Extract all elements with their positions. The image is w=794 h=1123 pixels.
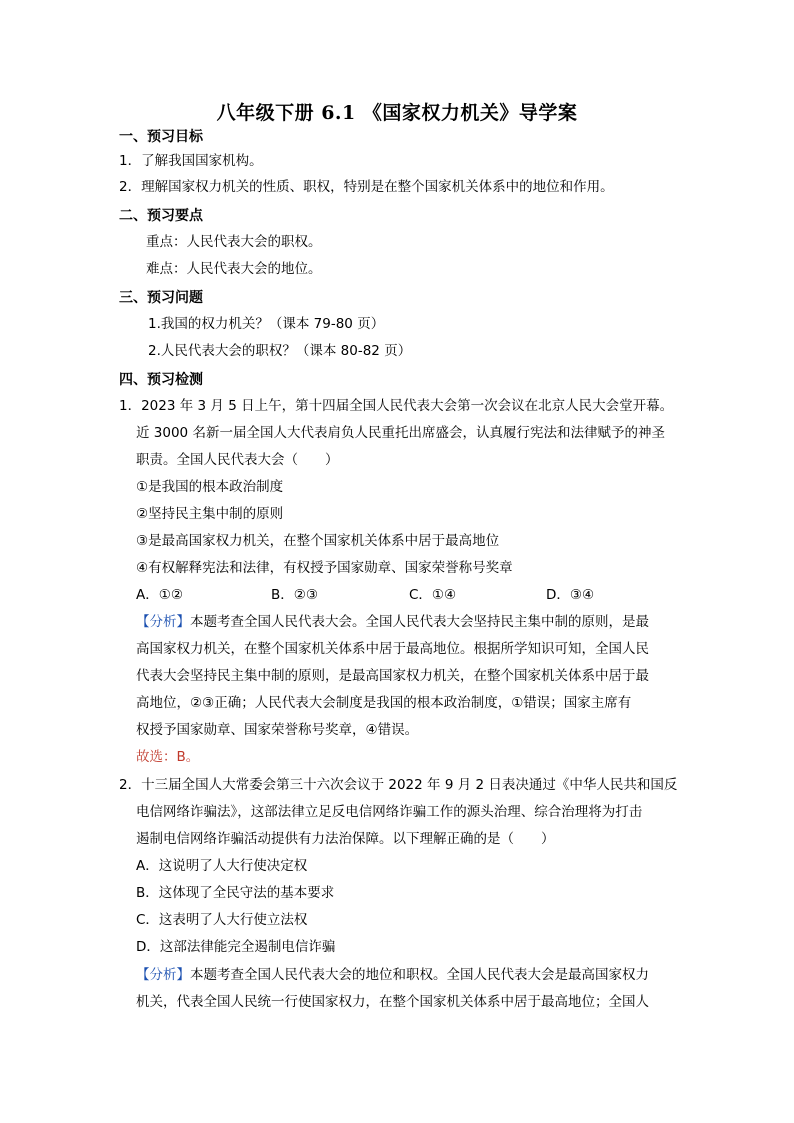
question-item: 2.人民代表大会的职权？（课本 80-82 页） [148,343,412,359]
keypoint-item: 难点：人民代表大会的地位。 [146,261,322,277]
section-heading-goals: 一、预习目标 [119,129,203,145]
q2-stem-line: 遏制电信网络诈骗活动提供有力法治保障。以下理解正确的是（ ） [136,831,555,847]
q2-stem-line: 2．十三届全国人大常委会第三十六次会议于 2022 年 9 月 2 日表决通过《中华人民共和国反 [119,777,678,793]
document-title: 八年级下册 6.1 《国家权力机关》导学案 [216,102,578,124]
analysis-text: 本题考查全国人民代表大会。全国人民代表大会坚持民主集中制的原则，是最 [190,614,649,630]
q2-option-b: B．这体现了全民守法的基本要求 [136,885,335,901]
q2-option-d: D．这部法律能完全遏制电信诈骗 [136,939,336,955]
q2-analysis-line: 机关，代表全国人民统一行使国家权力，在整个国家机关体系中居于最高地位；全国人 [136,994,649,1010]
q1-statement: ①是我国的根本政治制度 [136,479,284,495]
q1-analysis-line: 高国家权力机关，在整个国家机关体系中居于最高地位。根据所学知识可知，全国人民 [136,641,649,657]
q1-answer: 故选：B。 [136,749,200,765]
q1-stem-line: 职责。全国人民代表大会（ ） [136,452,339,468]
analysis-tag: 【分析】 [136,967,190,983]
q1-option-d: D．③④ [546,587,595,603]
q2-analysis-line [136,966,649,984]
q1-statement: ④有权解释宪法和法律，有权授予国家勋章、国家荣誉称号奖章 [136,560,513,576]
q1-option-c: C．①④ [409,587,457,603]
q1-analysis-line: 权授予国家勋章、国家荣誉称号奖章，④错误。 [136,722,419,738]
q2-stem-line: 电信网络诈骗法》，这部法律立足反电信网络诈骗工作的源头治理、综合治理将为打击 [136,804,643,820]
keypoint-item: 重点：人民代表大会的职权。 [146,234,322,250]
question-item: 1.我国的权力机关？（课本 79-80 页） [148,316,385,332]
q2-option-a: A．这说明了人大行使决定权 [136,858,308,874]
q1-analysis-line [136,613,649,631]
section-heading-questions: 三、预习问题 [119,290,203,306]
q1-analysis-line: 代表大会坚持民主集中制的原则，是最高国家权力机关，在整个国家机关体系中居于最 [136,668,649,684]
q1-option-b: B．②③ [271,587,318,603]
q1-stem-line: 1．2023 年 3 月 5 日上午，第十四届全国人民代表大会第一次会议在北京人民大会堂开幕。 [119,398,674,414]
q1-stem-line: 近 3000 名新一届全国人大代表肩负人民重托出席盛会，认真履行宪法和法律赋予的神圣 [136,425,665,441]
q1-statement: ②坚持民主集中制的原则 [136,506,284,522]
q1-option-a: A．①② [136,587,183,603]
q1-analysis-line: 高地位，②③正确；人民代表大会制度是我国的根本政治制度，①错误；国家主席有 [136,695,632,711]
section-heading-check: 四、预习检测 [119,372,203,388]
analysis-tag: 【分析】 [136,614,190,630]
section-heading-keypoints: 二、预习要点 [119,208,203,224]
analysis-text: 本题考查全国人民代表大会的地位和职权。全国人民代表大会是最高国家权力 [190,967,649,983]
q2-option-c: C．这表明了人大行使立法权 [136,912,308,928]
goal-item: 2．理解国家权力机关的性质、职权，特别是在整个国家机关体系中的地位和作用。 [119,179,614,195]
goal-item: 1．了解我国国家机构。 [119,153,263,169]
q1-statement: ③是最高国家权力机关，在整个国家机关体系中居于最高地位 [136,533,500,549]
